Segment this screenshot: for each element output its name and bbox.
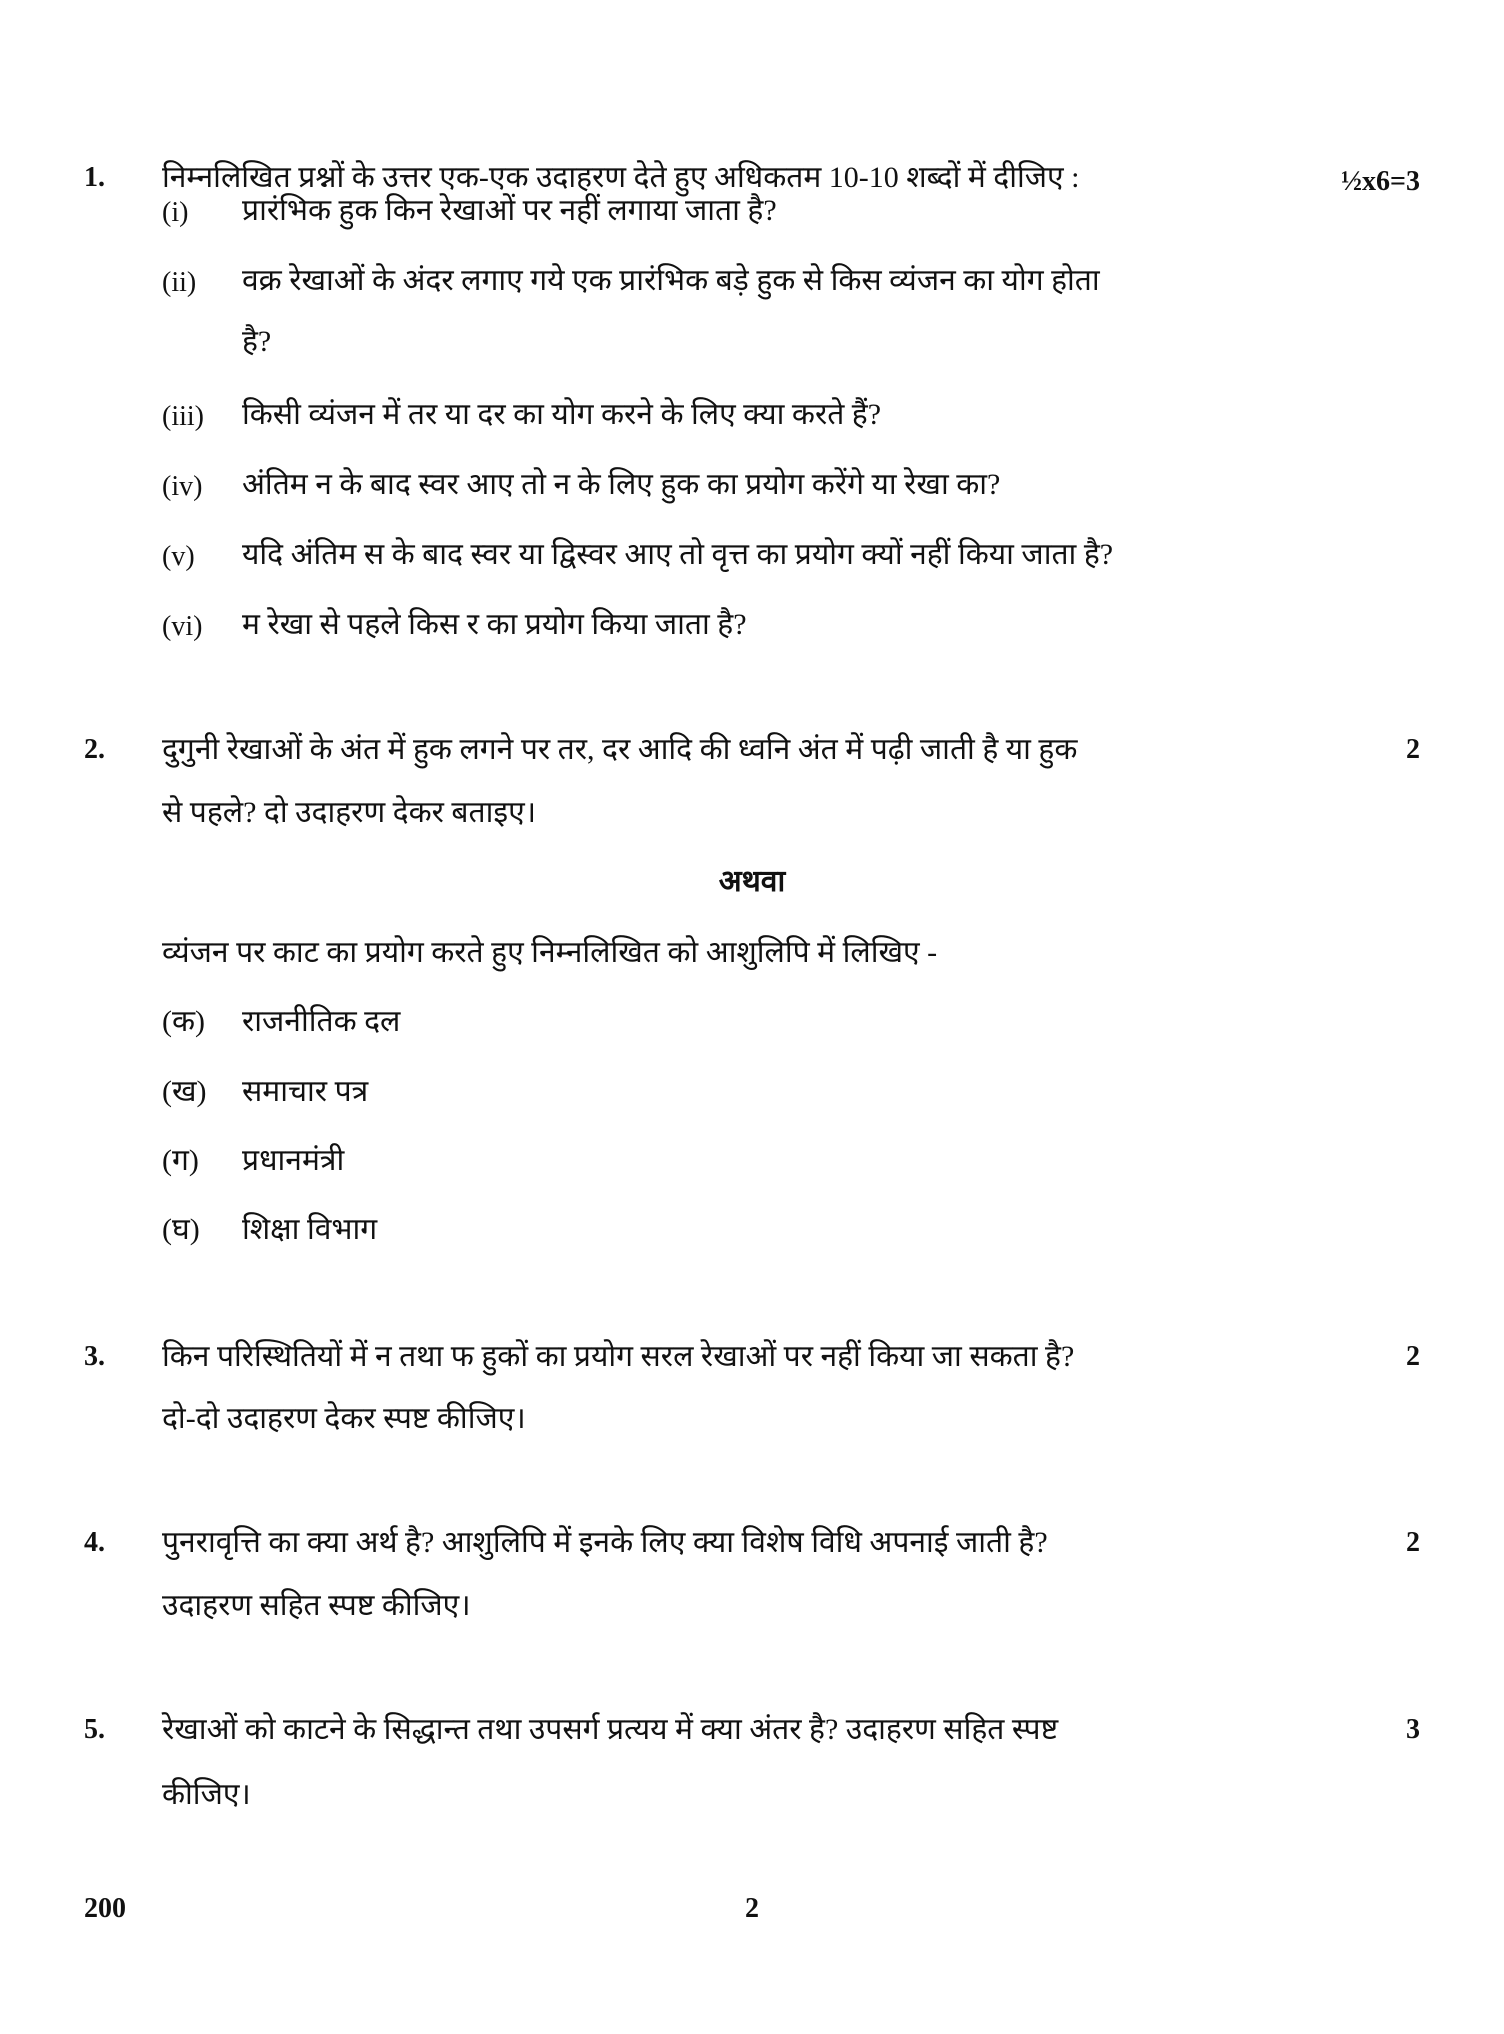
sub-question: किसी व्यंजन में तर या दर का योग करने के लिए क्या करते हैं? [242,398,882,431]
list-item: राजनीतिक दल [242,1005,401,1038]
or-heading: अथवा [718,865,786,898]
sub-label: (iv) [162,471,203,502]
list-item-label: (घ) [162,1213,200,1246]
instruction: व्यंजन पर काट का प्रयोग करते हुए निम्नलिखित को आशुलिपि में लिखिए - [162,936,938,969]
sub-question: अंतिम न के बाद स्वर आए तो न के लिए हुक का प्रयोग करेंगे या रेखा का? [242,468,1001,501]
marks: 2 [1406,1341,1420,1372]
list-item-label: (ग) [162,1144,199,1177]
sub-label: (ii) [162,267,197,298]
question-text: निम्नलिखित प्रश्नों के उत्तर एक-एक उदाहरण देते हुए अधिकतम 10-10 शब्दों में दीजिए : [162,161,1080,194]
sub-question: यदि अंतिम स के बाद स्वर या द्विस्वर आए तो वृत्त का प्रयोग क्यों नहीं किया जाता है? [242,538,1114,571]
question-text: रेखाओं को काटने के सिद्धान्त तथा उपसर्ग प्रत्यय में क्या अंतर है? उदाहरण सहित स्पष्ट [162,1713,1059,1746]
sub-label: (v) [162,541,195,572]
question-number: 3. [84,1341,105,1372]
question-text-continued: उदाहरण सहित स्पष्ट कीजिए। [162,1589,471,1622]
sub-question: प्रारंभिक हुक किन रेखाओं पर नहीं लगाया जाता है? [242,194,777,227]
sub-question: वक्र रेखाओं के अंदर लगाए गये एक प्रारंभिक बड़े हुक से किस व्यंजन का योग होता [242,264,1100,297]
sub-question-continued: है? [242,325,272,358]
question-number: 5. [84,1714,105,1745]
sub-label: (iii) [162,401,204,432]
list-item: प्रधानमंत्री [242,1144,345,1177]
question-number: 4. [84,1527,105,1558]
question-text: किन परिस्थितियों में न तथा फ हुकों का प्रयोग सरल रेखाओं पर नहीं किया जा सकता है? [162,1340,1075,1373]
question-text: पुनरावृत्ति का क्या अर्थ है? आशुलिपि में इनके लिए क्या विशेष विधि अपनाई जाती है? [162,1526,1048,1559]
question-number: 2. [84,734,105,765]
question-text-continued: दो-दो उदाहरण देकर स्पष्ट कीजिए। [162,1402,526,1435]
question-text-continued: से पहले? दो उदाहरण देकर बताइए। [162,796,537,829]
marks: 2 [1406,734,1420,765]
sub-label: (i) [162,197,189,228]
marks: 3 [1406,1714,1420,1745]
marks: ½x6=3 [1341,166,1420,197]
list-item: समाचार पत्र [242,1075,369,1108]
sub-question: म रेखा से पहले किस र का प्रयोग किया जाता है? [242,608,747,641]
marks: 2 [1406,1527,1420,1558]
question-text-continued: कीजिए। [162,1778,251,1811]
page-number: 2 [745,1893,759,1924]
list-item-label: (क) [162,1005,206,1038]
list-item-label: (ख) [162,1075,207,1108]
paper-code: 200 [84,1893,126,1924]
question-number: 1. [84,162,105,193]
list-item: शिक्षा विभाग [242,1213,378,1246]
sub-label: (vi) [162,611,203,642]
question-text: दुगुनी रेखाओं के अंत में हुक लगने पर तर, दर आदि की ध्वनि अंत में पढ़ी जाती है या हुक [162,733,1078,766]
